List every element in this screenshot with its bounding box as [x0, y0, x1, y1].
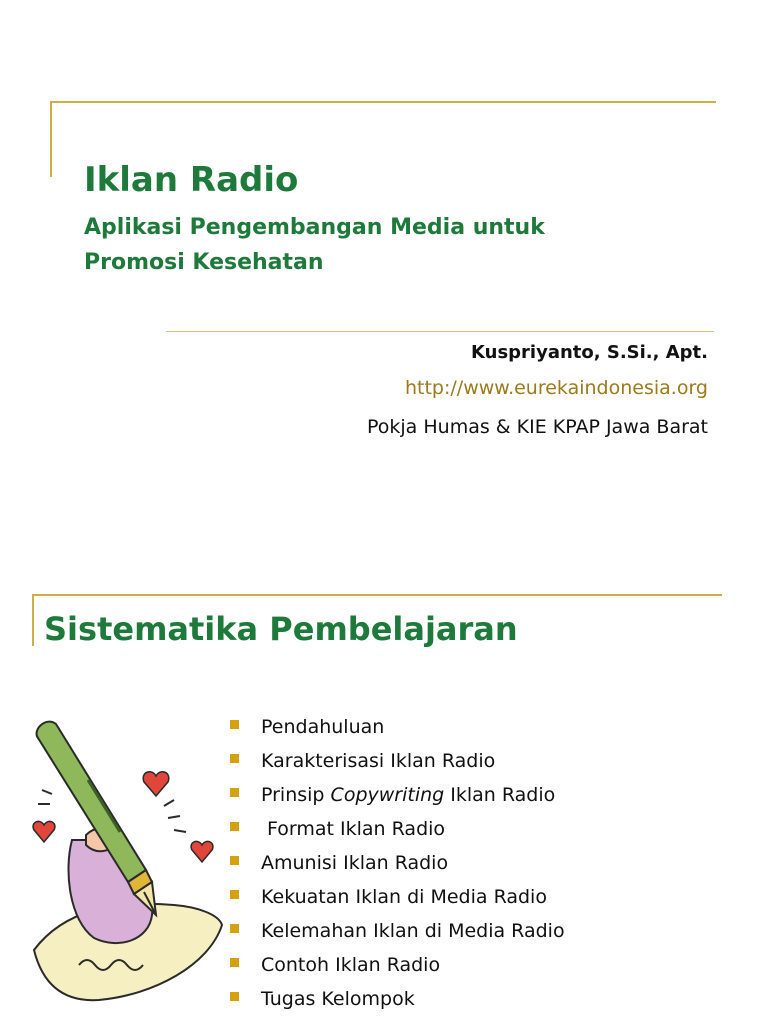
subtitle-line-2: Promosi Kesehatan [84, 250, 324, 275]
square-bullet-icon [230, 958, 239, 967]
list-item: Kekuatan Iklan di Media Radio [230, 880, 565, 914]
square-bullet-icon [230, 720, 239, 729]
square-bullet-icon [230, 992, 239, 1001]
agenda-title: Sistematika Pembelajaran [44, 610, 518, 648]
square-bullet-icon [230, 822, 239, 831]
organization-name: Pokja Humas & KIE KPAP Jawa Barat [367, 416, 708, 438]
list-item: Pendahuluan [230, 710, 565, 744]
list-item: Karakterisasi Iklan Radio [230, 744, 565, 778]
website-link[interactable]: http://www.eurekaindonesia.org [404, 377, 708, 399]
list-item: Tugas Kelompok [230, 982, 565, 1016]
slide-title: Iklan Radio [84, 160, 299, 200]
square-bullet-icon [230, 924, 239, 933]
list-item: Format Iklan Radio [230, 812, 565, 846]
top-accent-line-2 [32, 594, 722, 596]
agenda-list [230, 710, 565, 1016]
author-name: Kuspriyanto, S.Si., Apt. [471, 342, 708, 363]
square-bullet-icon [230, 754, 239, 763]
list-item: Amunisi Iklan Radio [230, 846, 565, 880]
square-bullet-icon [230, 890, 239, 899]
slide-subtitle [84, 210, 604, 280]
agenda-slide [0, 560, 768, 1024]
left-accent-line-2 [32, 594, 34, 646]
divider-line [166, 331, 714, 332]
left-accent-line [50, 101, 52, 177]
list-item: Prinsip Copywriting Iklan Radio [230, 778, 565, 812]
list-item: Contoh Iklan Radio [230, 948, 565, 982]
pen-writing-with-hearts-icon [24, 710, 234, 1010]
list-item: Kelemahan Iklan di Media Radio [230, 914, 565, 948]
subtitle-line-1: Aplikasi Pengembangan Media untuk [84, 215, 545, 240]
square-bullet-icon [230, 788, 239, 797]
top-accent-line [50, 101, 716, 103]
square-bullet-icon [230, 856, 239, 865]
